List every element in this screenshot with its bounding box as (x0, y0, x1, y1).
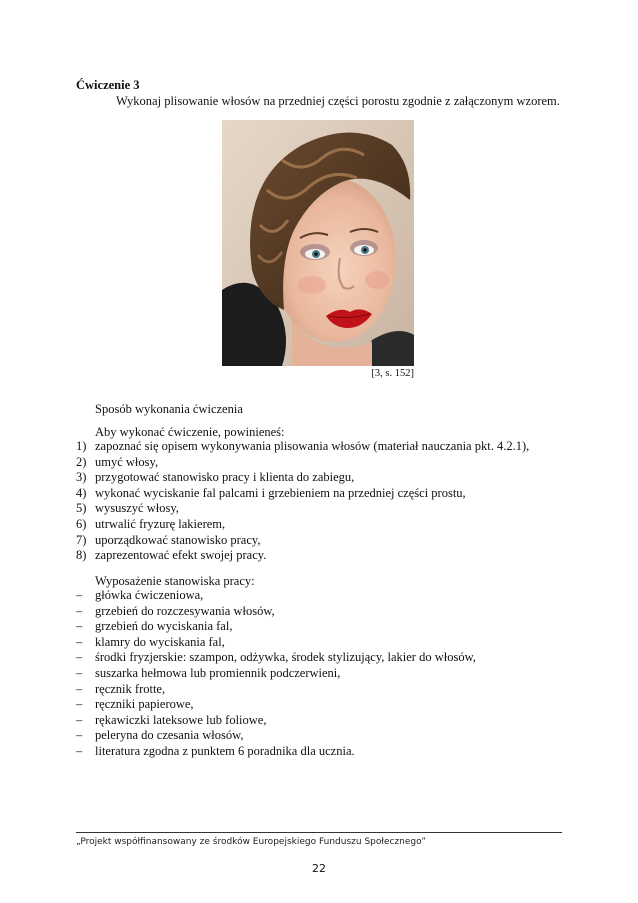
list-item: – grzebień do wyciskania fal, (76, 619, 233, 634)
hairstyle-photo (222, 120, 414, 366)
exercise-title: Ćwiczenie 3 (76, 78, 140, 92)
list-item: 2) umyć włosy, (76, 454, 159, 469)
list-item: – rękawiczki lateksowe lub foliowe, (76, 712, 267, 727)
equipment-heading: Wyposażenie stanowiska pracy: (95, 574, 255, 588)
list-item: 4) wykonać wyciskanie fal palcami i grzebieniem na przedniej części prostu, (76, 485, 466, 500)
list-item: – peleryna do czesania włosów, (76, 728, 244, 743)
list-item: 3) przygotować stanowisko pracy i klienta do zabiegu, (76, 470, 355, 485)
list-item: – klamry do wyciskania fal, (76, 634, 225, 649)
list-item: – ręcznik frotte, (76, 681, 166, 696)
footer-text: „Projekt współfinansowany ze środków Europejskiego Funduszu Społecznego” (76, 837, 426, 847)
list-item: 8) zaprezentować efekt swojej pracy. (76, 548, 267, 563)
list-item: – ręczniki papierowe, (76, 697, 194, 712)
list-item: – suszarka hełmowa lub promiennik podczerwieni, (76, 665, 341, 680)
method-heading: Sposób wykonania ćwiczenia (95, 402, 243, 416)
list-item: 5) wysuszyć włosy, (76, 501, 179, 516)
page-number: 22 (312, 862, 326, 875)
exercise-task: Wykonaj plisowanie włosów na przedniej części porostu zgodnie z załączonym wzorem. (116, 94, 560, 108)
list-item: – główka ćwiczeniowa, (76, 588, 204, 602)
list-item: – literatura zgodna z punktem 6 poradnika dla ucznia. (76, 743, 355, 758)
list-item: 6) utrwalić fryzurę lakierem, (76, 516, 226, 531)
list-item: – grzebień do rozczesywania włosów, (76, 603, 275, 618)
equipment-list (76, 588, 476, 760)
list-item: 7) uporządkować stanowisko pracy, (76, 532, 261, 547)
method-intro: Aby wykonać ćwiczenie, powinieneś: (95, 425, 285, 439)
photo-caption: [3, s. 152] (371, 368, 414, 379)
list-item: 1) zapoznać się opisem wykonywania plisowania włosów (materiał nauczania pkt. 4.2.1), (76, 439, 530, 453)
list-item: – środki fryzjerskie: szampon, odżywka, środek stylizujący, lakier do włosów, (76, 650, 476, 665)
steps-list (76, 439, 529, 564)
footer-divider (76, 832, 562, 833)
